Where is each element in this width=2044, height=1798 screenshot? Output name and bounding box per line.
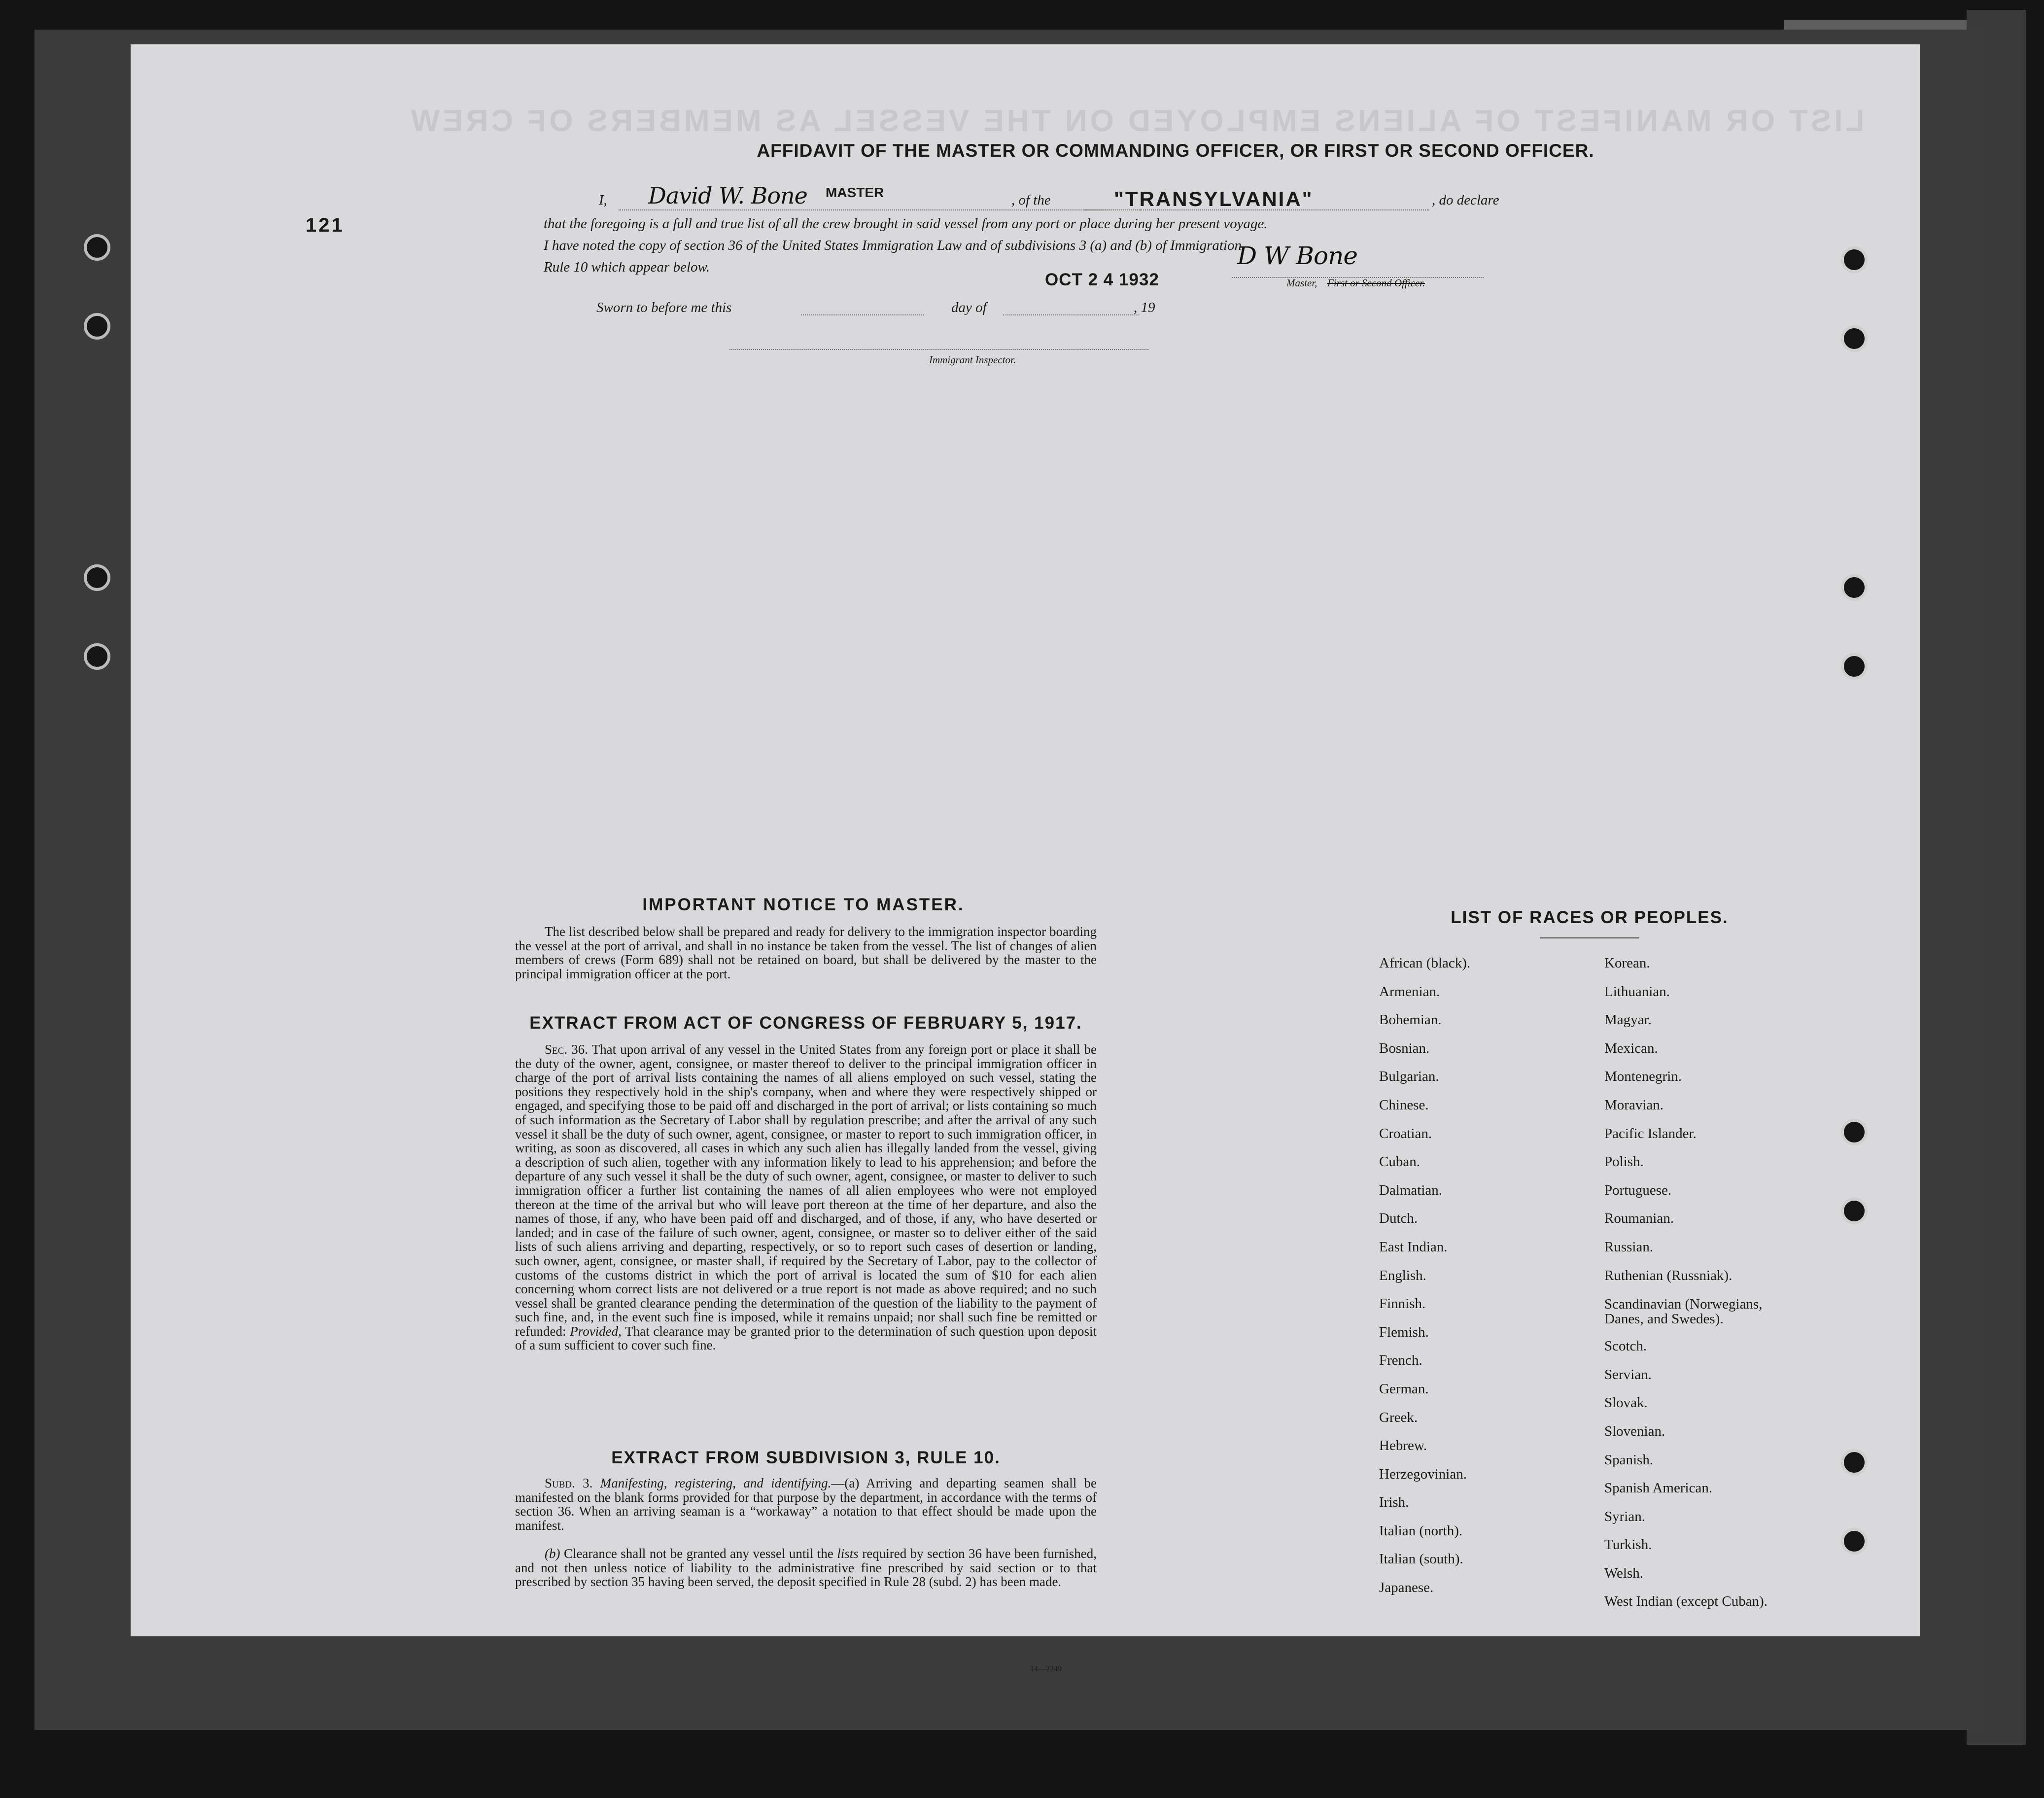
bleed-through-header: LIST OR MANIFEST OF ALIENS EMPLOYED ON THE VESSEL AS MEMBERS OF CREW [408, 104, 1865, 138]
binder-hole [1841, 1449, 1868, 1476]
race-item: Dalmatian. [1379, 1182, 1443, 1198]
sworn-label: Sworn to before me this [596, 300, 732, 315]
race-item: African (black). [1379, 955, 1471, 971]
race-item: Danes, and Swedes). [1604, 1311, 1724, 1327]
race-item: English. [1379, 1267, 1426, 1283]
race-item: Servian. [1604, 1366, 1652, 1383]
rule-subdivision-b [515, 1547, 1097, 1589]
provided-label: Provided, [570, 1323, 622, 1339]
affidavit-rule: Rule 10 which appear below. [544, 259, 710, 275]
race-item: Herzegovinian. [1379, 1466, 1467, 1482]
date-stamp: OCT 2 4 1932 [1045, 270, 1159, 289]
notice-title: IMPORTANT NOTICE TO MASTER. [642, 895, 965, 914]
binder-hole [1841, 574, 1868, 601]
race-item: Ruthenian (Russniak). [1604, 1267, 1732, 1283]
page-number: 121 [306, 214, 345, 236]
race-item: Montenegrin. [1604, 1069, 1682, 1085]
race-item: Scandinavian (Norwegians, [1604, 1296, 1763, 1313]
do-declare-label: , do declare [1432, 192, 1499, 208]
race-item: Mexican. [1604, 1040, 1658, 1056]
race-item: Magyar. [1604, 1012, 1652, 1028]
race-item: Flemish. [1379, 1324, 1429, 1340]
binder-hole [1841, 246, 1868, 273]
act-section-36 [515, 1042, 1097, 1352]
subd-b-text2: required by section 36 have been furnished, and not then unless notice of liability to the administrative fine prescribed by said section or to that prescribed by section 35 having been served, the deposit specified in Rule 28 (subd. 2) has been made. [515, 1546, 1097, 1590]
races-divider [1540, 937, 1639, 938]
provided-text: That clearance may be granted prior to the determination of such question upon deposit of a sum sufficient to cover such fine. [515, 1323, 1097, 1353]
race-item: Slovenian. [1604, 1423, 1665, 1439]
sworn-day-line [801, 314, 924, 315]
race-item: Russian. [1604, 1239, 1654, 1255]
race-item: Polish. [1604, 1154, 1644, 1170]
master-label: MASTER [826, 185, 884, 200]
race-item: Roumanian. [1604, 1210, 1674, 1227]
master-name-line [619, 209, 1141, 210]
binder-hole [1841, 325, 1868, 352]
race-item: Portuguese. [1604, 1182, 1672, 1198]
affidavit-title: AFFIDAVIT OF THE MASTER OR COMMANDING OFFICER, OR FIRST OR SECOND OFFICER. [757, 140, 1594, 161]
binder-hole [1841, 1528, 1868, 1555]
affidavit-noted: I have noted the copy of section 36 of the United States Immigration Law and of subdivisions 3 (a) and (b) of Immigration [544, 238, 1242, 253]
binder-hole [1841, 653, 1868, 680]
race-item: Pacific Islander. [1604, 1125, 1697, 1141]
subd-a-text: Arriving and departing seamen shall be manifested on the blank forms provided for that purpose by the department, in accordance with the terms of section 36. When an arriving seaman is a “workaway” a notation to that effect should be made upon the manifest. [515, 1476, 1097, 1533]
subd-b-label: (b) [545, 1546, 560, 1561]
race-item: French. [1379, 1352, 1422, 1369]
races-title: LIST OF RACES OR PEOPLES. [1451, 908, 1729, 927]
officer-signature: D W Bone [1237, 242, 1357, 270]
binder-hole [1841, 1119, 1868, 1145]
subd-heading: Manifesting, registering, and identifying. [600, 1476, 831, 1490]
binder-hole [84, 564, 110, 591]
race-item: Korean. [1604, 955, 1650, 971]
subd-a-label: —(a) [831, 1476, 860, 1490]
race-item: Japanese. [1379, 1580, 1434, 1596]
race-item: Turkish. [1604, 1537, 1652, 1553]
sec-label: Sec. 36. [545, 1042, 588, 1057]
race-item: Cuban. [1379, 1154, 1420, 1170]
affidavit-i: I, [599, 192, 607, 208]
master-signature: David W. Bone [648, 182, 807, 209]
binder-hole [1841, 1198, 1868, 1224]
rule-subdivision-a [515, 1476, 1097, 1532]
races-left-column [1379, 949, 1470, 1602]
race-item: Irish. [1379, 1494, 1409, 1511]
race-item: Spanish. [1604, 1452, 1654, 1468]
affidavit-declaration: that the foregoing is a full and true list of all the crew brought in said vessel from any port or place during her present voyage. [544, 216, 1268, 232]
subd-label: Subd. 3. [545, 1476, 593, 1490]
race-item: Scotch. [1604, 1338, 1647, 1354]
race-item: East Indian. [1379, 1239, 1448, 1255]
binder-hole [84, 234, 110, 261]
race-item: Lithuanian. [1604, 983, 1670, 1000]
race-item: Italian (south). [1379, 1551, 1463, 1567]
race-item: Bulgarian. [1379, 1069, 1439, 1085]
race-item: Welsh. [1604, 1565, 1644, 1581]
sec-text: That upon arrival of any vessel in the United States from any foreign port or place it shall be the duty of the owner, agent, consignee, or master thereof to deliver to the principal immigration officer in charge of the port of arrival lists containing the names of all aliens employed on such vessel, stating the positions they respectively hold in the ship's company, when and where they were respectively shipped or engaged, and specifying those to be paid off and discharged in the port of arrival; or lists containing so much of such information as the Secretary of Labor shall by regulation prescribe; and after the arrival of any such vessel it shall be the duty of such owner, agent, consignee, or master to report to such immigration officer, in writing, as soon as discovered, all cases in which any such alien has illegally landed from the vessel, giving a description of such alien, together with any information likely to lead to his apprehension; and before the departure of any such vessel it shall be the duty of such owner, agent, consignee, or master to deliver to such immigration officer a further list containing the names of all alien employees who were not employed thereon at the time of the arrival but who will leave port thereon at the time of her departure, and also the names of those, if any, who have been paid off and discharged, and of those, if any, who have deserted or landed; and in case of the failure of such owner, agent, consignee, or master so to deliver either of the said lists of such aliens arriving and departing, respectively, or so to report such cases of desertion or landing, such owner, agent, consignee, or master shall, if required by the Secretary of Labor, pay to the collector of customs of the customs district in which the port of arrival is located the sum of $10 for each alien concerning whom correct lists are not delivered or a true report is not made as above required; and no such vessel shall be granted clearance pending the determination of the question of the liability to the payment of such fine, and, in the event such fine is imposed, while it remains unpaid; nor shall such fine be remitted or refunded: [515, 1042, 1097, 1339]
race-item: West Indian (except Cuban). [1604, 1593, 1768, 1610]
race-item: Greek. [1379, 1409, 1418, 1425]
binder-hole [84, 313, 110, 340]
race-item: Dutch. [1379, 1210, 1418, 1227]
binder-hole [84, 643, 110, 670]
act-extract-title: EXTRACT FROM ACT OF CONGRESS OF FEBRUARY 5, 1917. [529, 1013, 1082, 1033]
race-item: Moravian. [1604, 1097, 1663, 1113]
races-right-column [1604, 949, 1767, 1616]
rule-extract-title: EXTRACT FROM SUBDIVISION 3, RULE 10. [611, 1448, 1001, 1467]
subd-b-text: Clearance shall not be granted any vessel until the [563, 1546, 833, 1561]
officer-caption-master: Master, [1286, 277, 1317, 289]
race-item: Spanish American. [1604, 1480, 1713, 1496]
race-item: Chinese. [1379, 1097, 1429, 1113]
year-label: , 19 [1134, 300, 1155, 315]
form-number: 14—2249 [1030, 1665, 1062, 1673]
race-item: Croatian. [1379, 1125, 1432, 1141]
ship-name: "TRANSYLVANIA" [1114, 187, 1314, 210]
of-the-label: , of the [1011, 192, 1051, 208]
race-item: Finnish. [1379, 1296, 1426, 1312]
sworn-month-line [1003, 314, 1139, 315]
race-item: Bohemian. [1379, 1012, 1442, 1028]
document-page [131, 44, 1920, 1673]
race-item: German. [1379, 1381, 1429, 1397]
inspector-line [729, 349, 1148, 350]
race-item: Hebrew. [1379, 1438, 1427, 1454]
race-item: Slovak. [1604, 1395, 1648, 1411]
notice-paragraph: The list described below shall be prepared and ready for delivery to the immigration inspector boarding the vessel at the port of arrival, and shall in no instance be taken from the vessel. The list of changes of alien members of crews (Form 689) shall not be retained on board, but shall be delivered by the master to the principal immigration officer at the port. [515, 924, 1097, 981]
race-item: Syrian. [1604, 1508, 1645, 1524]
inspector-caption: Immigrant Inspector. [929, 354, 1016, 366]
race-item: Bosnian. [1379, 1040, 1430, 1056]
officer-caption-struck: First or Second Officer. [1327, 277, 1425, 289]
day-of-label: day of [951, 300, 987, 315]
subd-b-lists: lists [837, 1546, 859, 1561]
race-item: Armenian. [1379, 983, 1440, 1000]
race-item: Italian (north). [1379, 1522, 1463, 1539]
